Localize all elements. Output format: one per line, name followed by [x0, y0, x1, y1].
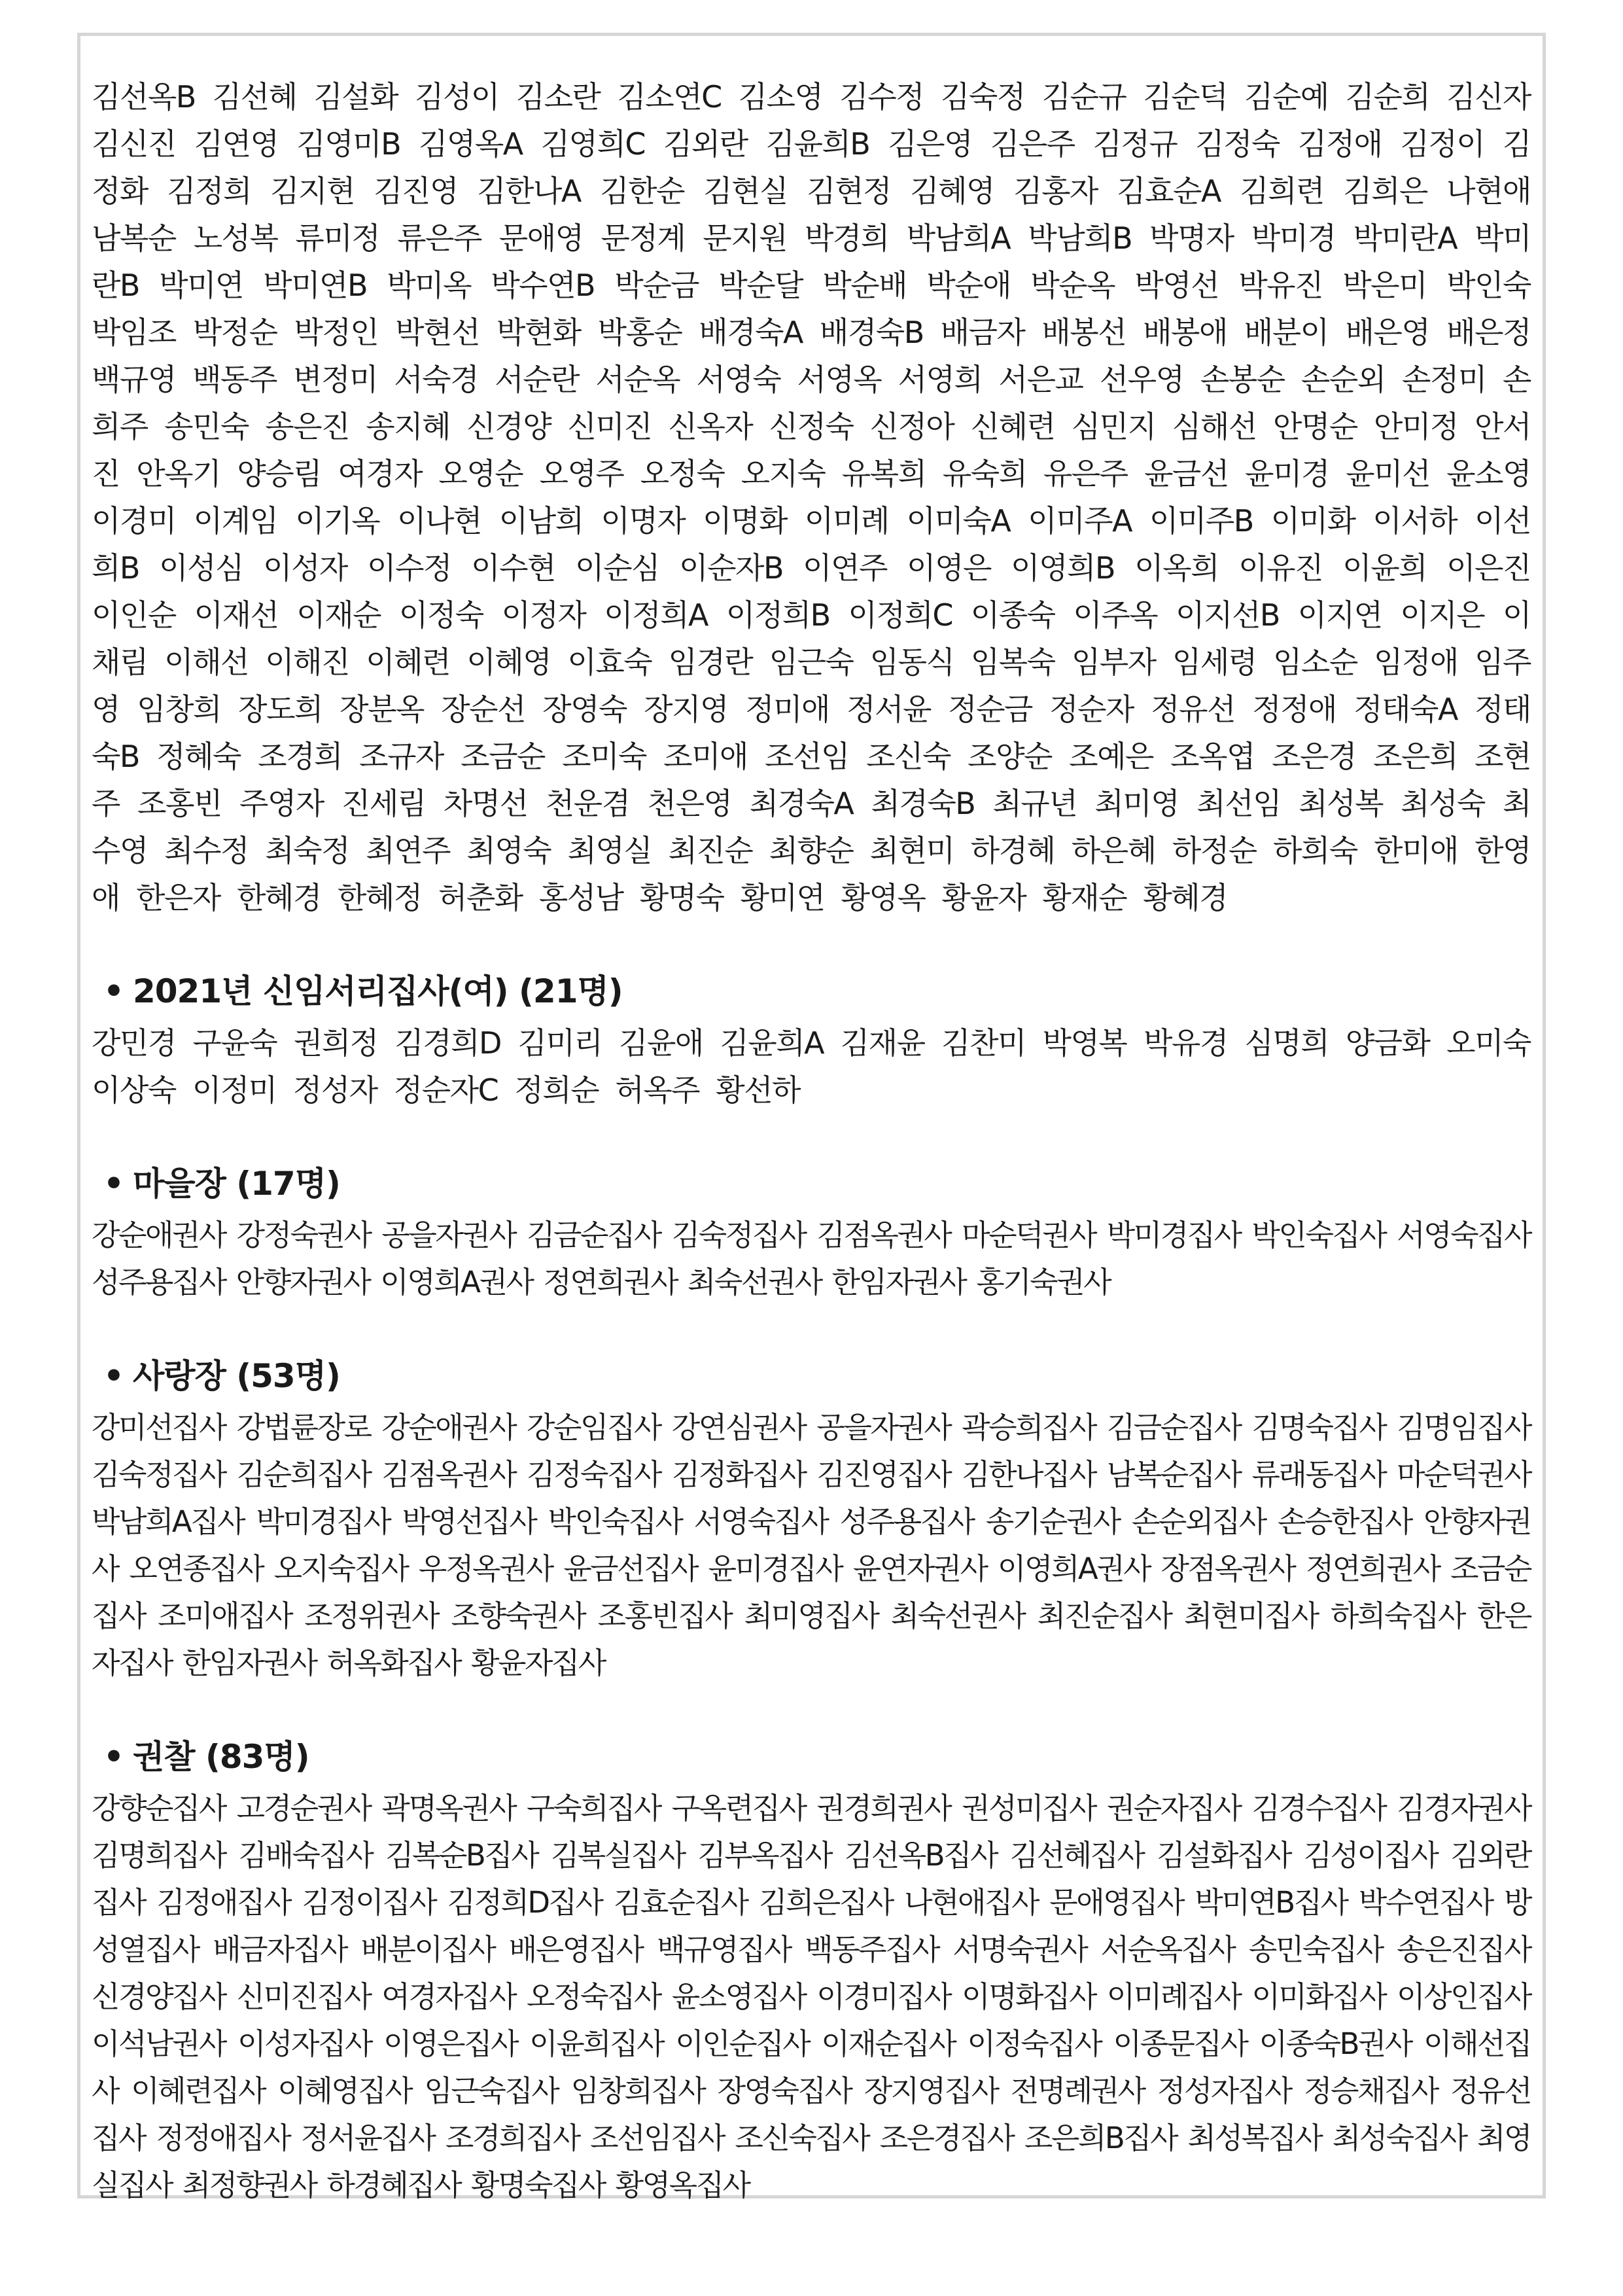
section-heading	[92, 1352, 1531, 1400]
bullet-icon: •	[103, 972, 124, 1010]
section-title: 사랑장 (53명)	[132, 1357, 340, 1395]
section-name-list: 강민경 구윤숙 권희정 김경희D 김미리 김윤애 김윤희A 김재윤 김찬미 박영복 박유경 심명희 양금화 오미숙 이상숙 이정미 정성자 정순자C 정희순 허옥주 황선하	[92, 1025, 1531, 1108]
section-village-leaders	[92, 1159, 1531, 1306]
deacons-name-list: 김선옥B 김선혜 김설화 김성이 김소란 김소연C 김소영 김수정 김숙정 김순규 김순덕 김순예 김순희 김신자 김신진 김연영 김영미B 김영옥A 김영희C 김외란 김윤희B 김은영 김은주 김정규 김정숙 김정애 김정이 김정화 김정희 김지현 김진영 김한나A 김한순 김현실 김현정 김혜영 김홍자 김효순A 김희련 김희은 나현애 남복순 노성복 류미정 류은주 문애영 문정계 문지원 박경희 박남희A 박남희B 박명자 박미경 박미란A 박미란B 박미연 박미연B 박미옥 박수연B 박순금 박순달 박순배 박순애 박순옥 박영선 박유진 박은미 박인숙 박임조 박정순 박정인 박현선 박현화 박홍순 배경숙A 배경숙B 배금자 배봉선 배봉애 배분이 배은영 배은정 백규영 백동주 변정미 서숙경 서순란 서순옥 서영숙 서영옥 서영희 서은교 선우영 손봉순 손순외 손정미 손희주 송민숙 송은진 송지혜 신경양 신미진 신옥자 신정숙 신정아 신혜련 심민지 심해선 안명순 안미정 안서진 안옥기 양승림 여경자 오영순 오영주 오정숙 오지숙 유복희 유숙희 유은주 윤금선 윤미경 윤미선 윤소영 이경미 이계임 이기옥 이나현 이남희 이명자 이명화 이미례 이미숙A 이미주A 이미주B 이미화 이서하 이선희B 이성심 이성자 이수정 이수현 이순심 이순자B 이연주 이영은 이영희B 이옥희 이유진 이윤희 이은진 이인순 이재선 이재순 이정숙 이정자 이정희A 이정희B 이정희C 이종숙 이주옥 이지선B 이지연 이지은 이채림 이해선 이해진 이혜련 이혜영 이효숙 임경란 임근숙 임동식 임복숙 임부자 임세령 임소순 임정애 임주영 임창희 장도희 장분옥 장순선 장영숙 장지영 정미애 정서윤 정순금 정순자 정유선 정정애 정태숙A 정태숙B 정혜숙 조경희 조규자 조금순 조미숙 조미애 조선임 조신숙 조양순 조예은 조옥엽 조은경 조은희 조현주 조홍빈 주영자 진세림 차명선 천운겸 천은영 최경숙A 최경숙B 최규년 최미영 최선임 최성복 최성숙 최수영 최수정 최숙정 최연주 최영숙 최영실 최진순 최향순 최현미 하경혜 하은혜 하정순 하희숙 한미애 한영애 한은자 한혜경 한혜정 허춘화 홍성남 황명숙 황미연 황영옥 황윤자 황재순 황혜경	[92, 79, 1531, 915]
section-title: 권찰 (83명)	[132, 1738, 309, 1776]
bullet-icon: •	[103, 1738, 124, 1776]
section-title: 마을장 (17명)	[132, 1165, 340, 1203]
section-name-list: 강미선집사 강법륜장로 강순애권사 강순임집사 강연심권사 공을자권사 곽승희집사 김금순집사 김명숙집사 김명임집사 김숙정집사 김순희집사 김점옥권사 김정숙집사 김정화집사 김진영집사 김한나집사 남복순집사 류래동집사 마순덕권사 박남희A집사 박미경집사 박영선집사 박인숙집사 서영숙집사 성주용집사 송기순권사 손순외집사 손승한집사 안향자권사 오연종집사 오지숙집사 우정옥권사 윤금선집사 윤미경집사 윤연자권사 이영희A권사 장점옥권사 정연희권사 조금순집사 조미애집사 조정위권사 조향숙권사 조홍빈집사 최미영집사 최숙선권사 최진순집사 최현미집사 하희숙집사 한은자집사 한임자권사 허옥화집사 황윤자집사	[92, 1410, 1531, 1680]
bullet-icon: •	[103, 1357, 124, 1395]
section-new-deacons	[92, 967, 1531, 1114]
section-stewards	[92, 1733, 1531, 2209]
section-love-leaders	[92, 1352, 1531, 1687]
document-content	[92, 73, 1531, 2209]
section-heading	[92, 1733, 1531, 1781]
section-name-list: 강순애권사 강정숙권사 공을자권사 김금순집사 김숙정집사 김점옥권사 마순덕권사 박미경집사 박인숙집사 서영숙집사 성주용집사 안향자권사 이영희A권사 정연희권사 최숙선권사 한임자권사 홍기숙권사	[92, 1218, 1531, 1299]
bullet-icon: •	[103, 1165, 124, 1203]
section-heading	[92, 1159, 1531, 1208]
section-name-list: 강향순집사 고경순권사 곽명옥권사 구숙희집사 구옥련집사 권경희권사 권성미집사 권순자집사 김경수집사 김경자권사 김명희집사 김배숙집사 김복순B집사 김복실집사 김부옥집사 김선옥B집사 김선혜집사 김설화집사 김성이집사 김외란집사 김정애집사 김정이집사 김정희D집사 김효순집사 김희은집사 나현애집사 문애영집사 박미연B집사 박수연집사 방성열집사 배금자집사 배분이집사 배은영집사 백규영집사 백동주집사 서명숙권사 서순옥집사 송민숙집사 송은진집사 신경양집사 신미진집사 여경자집사 오정숙집사 윤소영집사 이경미집사 이명화집사 이미례집사 이미화집사 이상인집사 이석남권사 이성자집사 이영은집사 이윤희집사 이인순집사 이재순집사 이정숙집사 이종문집사 이종숙B권사 이해선집사 이혜련집사 이혜영집사 임근숙집사 임창희집사 장영숙집사 장지영집사 전명례권사 정성자집사 정승채집사 정유선집사 정정애집사 정서윤집사 조경희집사 조선임집사 조신숙집사 조은경집사 조은희B집사 최성복집사 최성숙집사 최영실집사 최정향권사 하경혜집사 황명숙집사 황영옥집사	[92, 1791, 1531, 2202]
section-heading	[92, 967, 1531, 1016]
section-title: 2021년 신임서리집사(여) (21명)	[132, 972, 623, 1010]
